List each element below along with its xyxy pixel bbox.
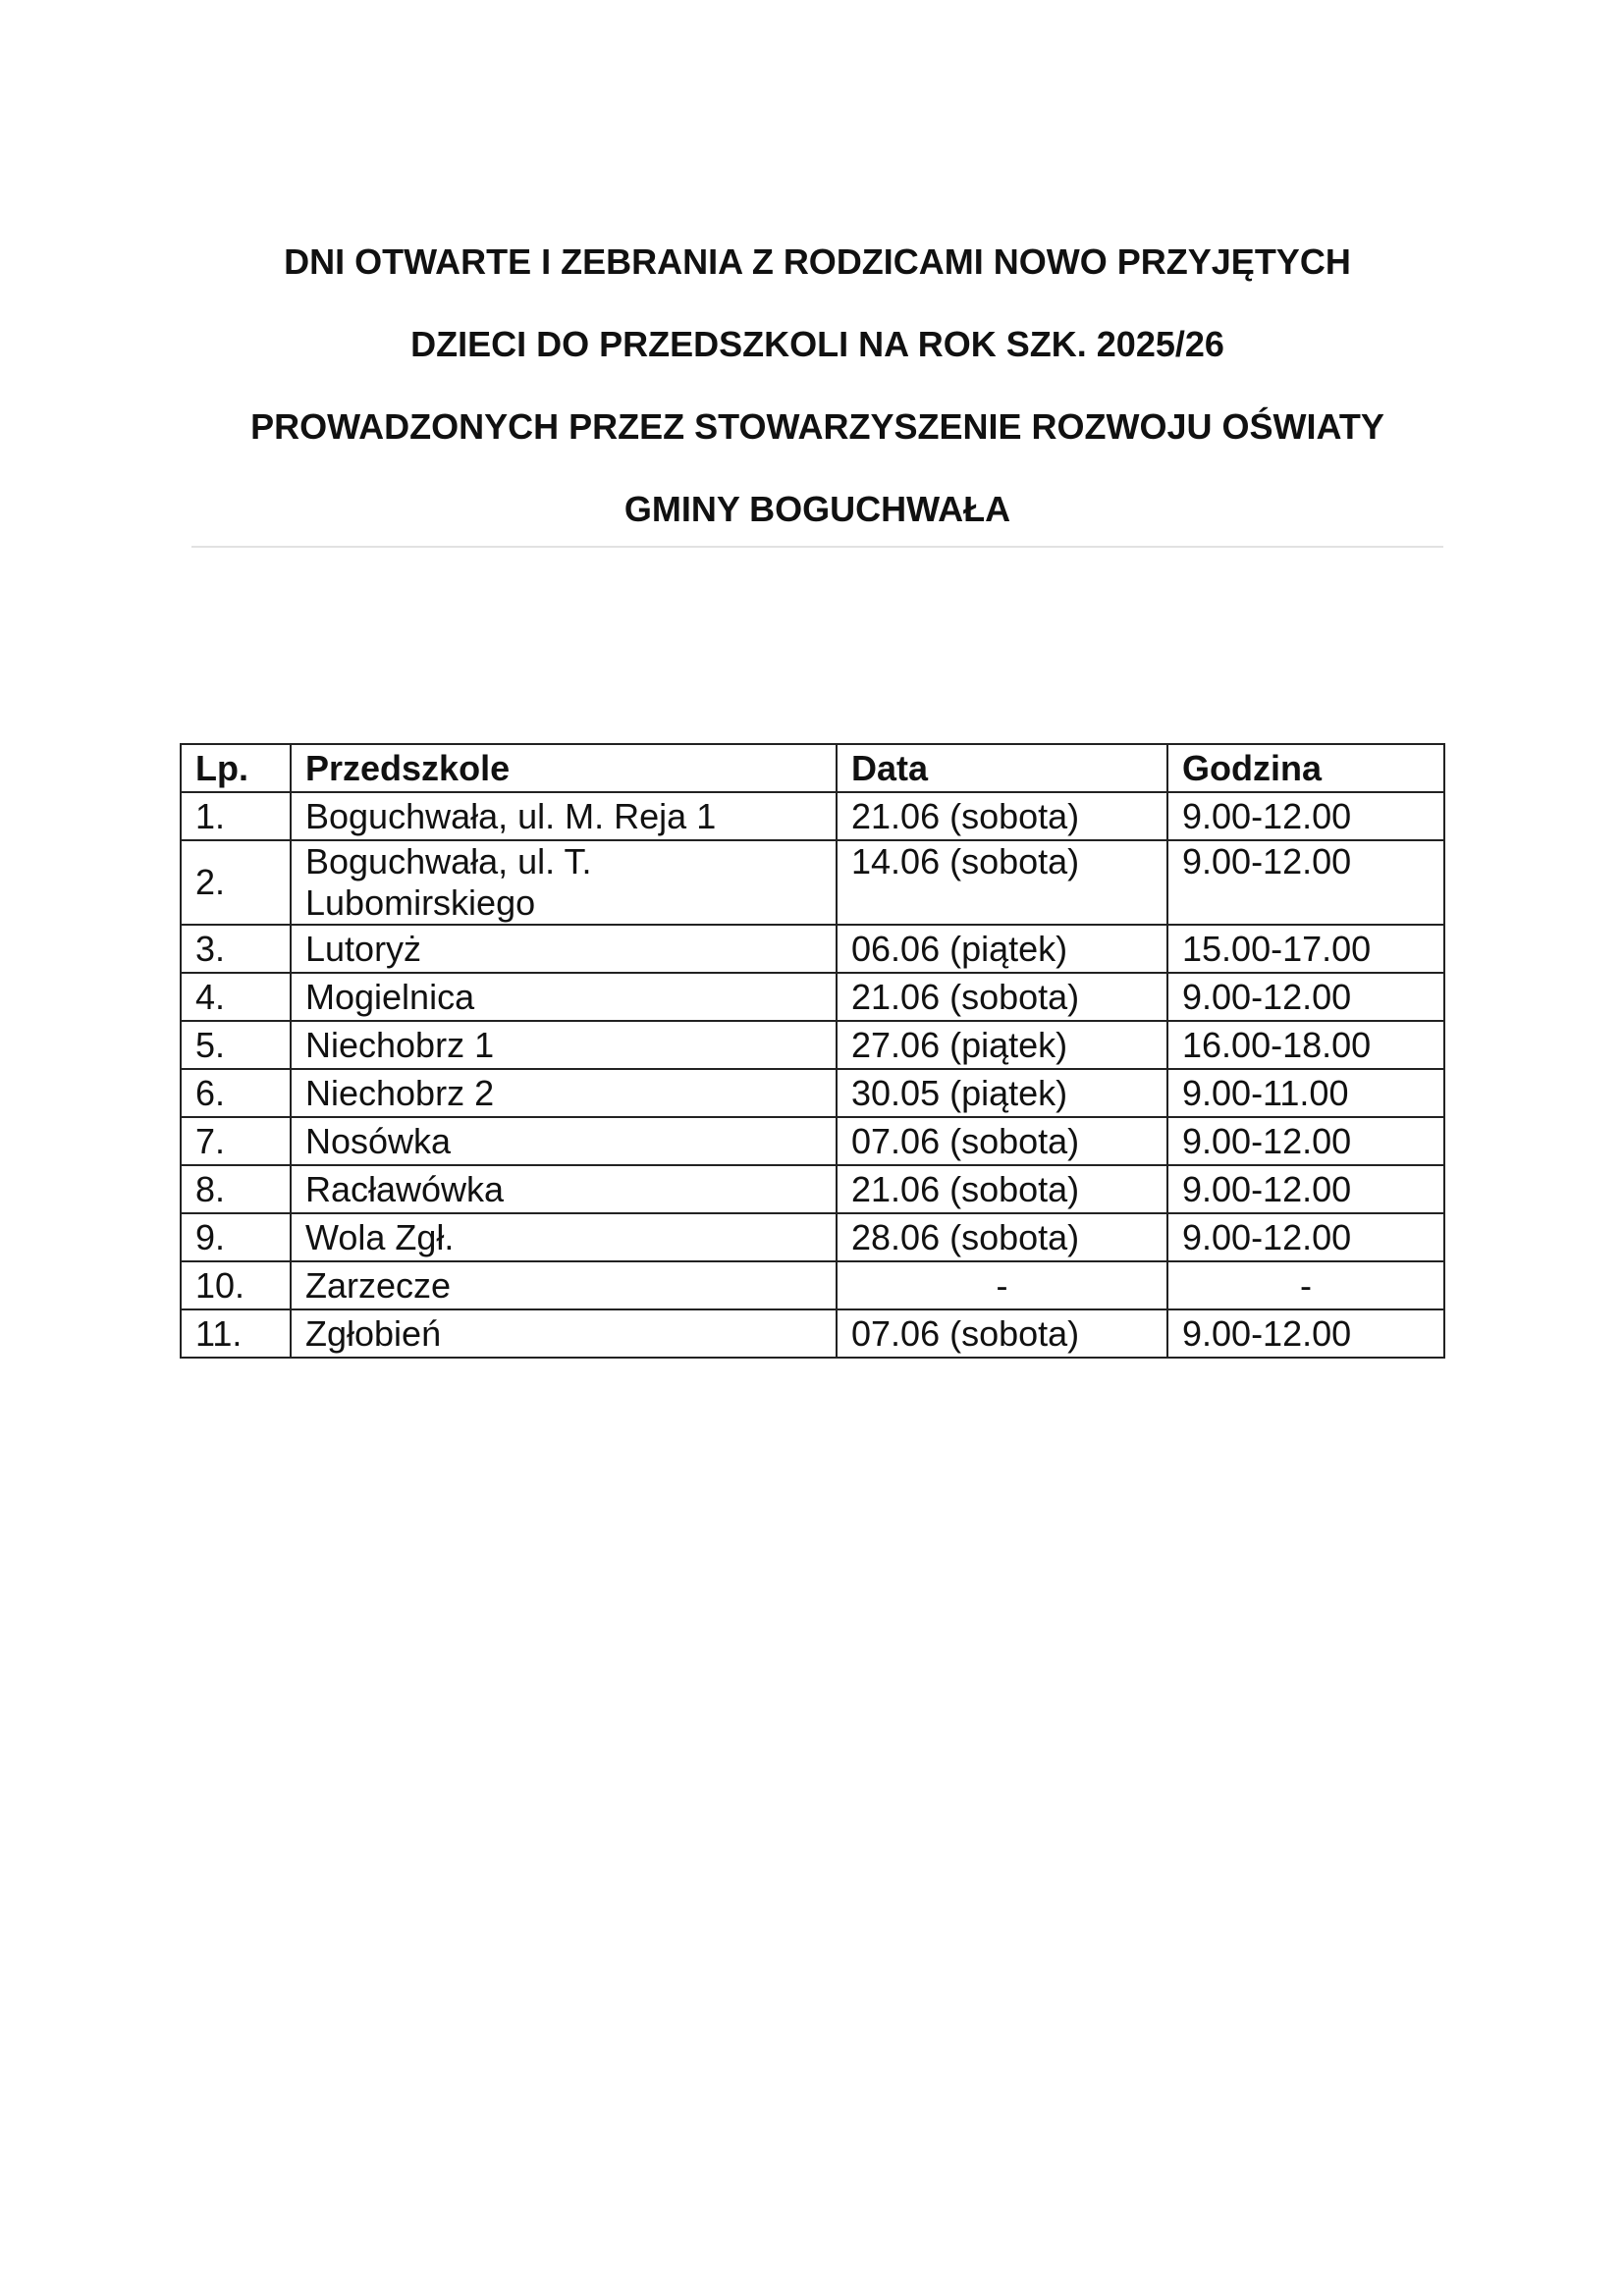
- cell-date: 07.06 (sobota): [837, 1117, 1167, 1165]
- table-row: [181, 1165, 1444, 1213]
- cell-time: 9.00-11.00: [1167, 1069, 1444, 1117]
- cell-date: 21.06 (sobota): [837, 792, 1167, 840]
- table-row: [181, 1117, 1444, 1165]
- title-line-2: DZIECI DO PRZEDSZKOLI NA ROK SZK. 2025/26: [410, 324, 1224, 364]
- cell-name: Boguchwała, ul. T. Lubomirskiego: [291, 840, 837, 925]
- cell-lp: 2.: [181, 840, 291, 925]
- table-row: [181, 1213, 1444, 1261]
- cell-time: 16.00-18.00: [1167, 1021, 1444, 1069]
- header-name: Przedszkole: [291, 744, 837, 792]
- document-title: [191, 221, 1443, 551]
- schedule-table: [180, 743, 1445, 1359]
- cell-name: Wola Zgł.: [291, 1213, 837, 1261]
- cell-lp: 5.: [181, 1021, 291, 1069]
- cell-date: 21.06 (sobota): [837, 973, 1167, 1021]
- cell-time: 15.00-17.00: [1167, 925, 1444, 973]
- cell-lp: 8.: [181, 1165, 291, 1213]
- cell-name: Niechobrz 1: [291, 1021, 837, 1069]
- cell-lp: 6.: [181, 1069, 291, 1117]
- cell-name: Racławówka: [291, 1165, 837, 1213]
- cell-time: -: [1167, 1261, 1444, 1309]
- cell-lp: 4.: [181, 973, 291, 1021]
- header-lp: Lp.: [181, 744, 291, 792]
- table-row: [181, 1309, 1444, 1358]
- table-row: [181, 840, 1444, 925]
- title-line-1: DNI OTWARTE I ZEBRANIA Z RODZICAMI NOWO PRZYJĘTYCH: [284, 241, 1351, 282]
- title-divider: [191, 546, 1443, 548]
- table-row: [181, 925, 1444, 973]
- cell-time: 9.00-12.00: [1167, 973, 1444, 1021]
- cell-name: Mogielnica: [291, 973, 837, 1021]
- table-header-row: [181, 744, 1444, 792]
- cell-lp: 10.: [181, 1261, 291, 1309]
- cell-date: 27.06 (piątek): [837, 1021, 1167, 1069]
- cell-date: 07.06 (sobota): [837, 1309, 1167, 1358]
- cell-date: 30.05 (piątek): [837, 1069, 1167, 1117]
- table-row: [181, 1069, 1444, 1117]
- cell-name: Zarzecze: [291, 1261, 837, 1309]
- cell-lp: 11.: [181, 1309, 291, 1358]
- cell-name: Zgłobień: [291, 1309, 837, 1358]
- cell-name: Boguchwała, ul. M. Reja 1: [291, 792, 837, 840]
- header-time: Godzina: [1167, 744, 1444, 792]
- table-row: [181, 973, 1444, 1021]
- cell-time: 9.00-12.00: [1167, 1165, 1444, 1213]
- cell-date: -: [837, 1261, 1167, 1309]
- cell-time: 9.00-12.00: [1167, 1213, 1444, 1261]
- cell-time: 9.00-12.00: [1167, 840, 1444, 925]
- cell-date: 28.06 (sobota): [837, 1213, 1167, 1261]
- cell-name: Lutoryż: [291, 925, 837, 973]
- table-row: [181, 1021, 1444, 1069]
- cell-lp: 9.: [181, 1213, 291, 1261]
- title-line-4: GMINY BOGUCHWAŁA: [623, 489, 1011, 529]
- cell-time: 9.00-12.00: [1167, 1117, 1444, 1165]
- cell-time: 9.00-12.00: [1167, 1309, 1444, 1358]
- cell-name: Niechobrz 2: [291, 1069, 837, 1117]
- header-date: Data: [837, 744, 1167, 792]
- cell-lp: 3.: [181, 925, 291, 973]
- cell-date: 21.06 (sobota): [837, 1165, 1167, 1213]
- table-row: [181, 1261, 1444, 1309]
- cell-name: Nosówka: [291, 1117, 837, 1165]
- cell-lp: 1.: [181, 792, 291, 840]
- cell-date: 06.06 (piątek): [837, 925, 1167, 973]
- title-line-3: PROWADZONYCH PRZEZ STOWARZYSZENIE ROZWOJU OŚWIATY: [250, 406, 1384, 447]
- cell-lp: 7.: [181, 1117, 291, 1165]
- cell-date: 14.06 (sobota): [837, 840, 1167, 925]
- table-row: [181, 792, 1444, 840]
- cell-time: 9.00-12.00: [1167, 792, 1444, 840]
